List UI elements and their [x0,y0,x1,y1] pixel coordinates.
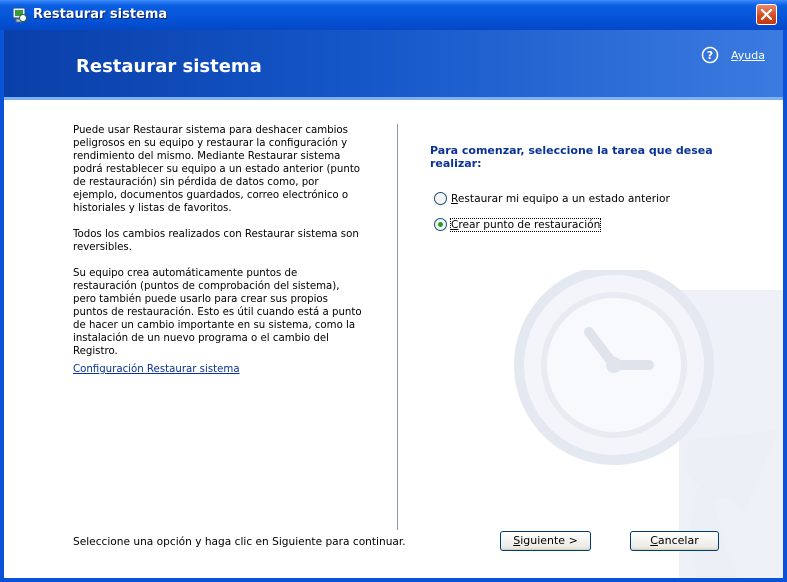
cancel-button[interactable]: Cancelar [630,531,719,551]
description-paragraph: Todos los cambios realizados con Restaurar sistema son reversibles. [73,229,359,253]
close-button[interactable] [756,4,777,25]
description-paragraph: Puede usar Restaurar sistema para deshacer cambios peligrosos en su equipo y restaurar la configuración y rendimiento del mismo. Mediante Restaurar sistema podrá restablecer su equipo a un estado anterior (punto de restauración) sin pérdida de datos como, por ejemplo, documentos guardados, correo electrónico o historiales y listas de favoritos. [73,125,361,214]
window-title: Restaurar sistema [33,7,168,22]
description-text [73,124,363,371]
page-title: Restaurar sistema [76,56,262,77]
title-bar[interactable] [0,0,787,30]
dialog-client-area [4,30,783,578]
radio-create-restore-point[interactable] [434,218,600,231]
system-restore-icon [10,6,28,24]
description-paragraph: Su equipo crea automáticamente puntos de restauración (puntos de comprobación del sistema), pero también puede usarlo para crear sus propios puntos de restauración. Esto es útil cuando está a punto de hacer un cambio importante en su sistema, como la instalación de un nuevo programa o el cambio del Registro. [73,268,362,357]
system-restore-settings-link[interactable]: Configuración Restaurar sistema [73,364,240,375]
radio-label[interactable]: Restaurar mi equipo a un estado anterior [451,192,670,205]
vertical-divider [397,124,398,530]
task-prompt: Para comenzar, seleccione la tarea que desea realizar: [430,144,713,170]
close-icon [760,8,773,21]
radio-button-selected[interactable] [434,218,447,231]
radio-label[interactable]: Crear punto de restauración [451,218,601,231]
help-link[interactable]: Ayuda [731,49,765,62]
radio-button[interactable] [434,192,447,205]
header-banner [4,30,783,100]
next-button[interactable]: Siguiente > [500,531,591,551]
help-icon[interactable] [701,46,719,64]
svg-text:?: ? [706,49,714,62]
radio-restore-earlier-state[interactable] [434,192,670,205]
footer-hint: Seleccione una opción y haga clic en Siguiente para continuar. [73,536,406,548]
